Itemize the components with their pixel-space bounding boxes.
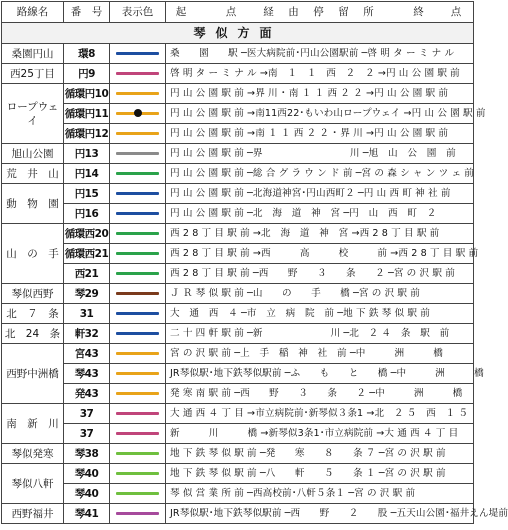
route-name: 旭山公園	[2, 144, 64, 164]
route-stops: 西 2 8 丁 目 駅 前 →北 海 道 神 宮 →西 2 8 丁 目 駅 前	[166, 224, 474, 244]
route-stops: 二 十 四 軒 駅 前 ─新 川 ─北 ２ ４ 条 駅 前	[166, 324, 474, 344]
route-name: 荒 井 山	[2, 164, 64, 184]
route-stops: 大 通 西 ４ ─市 立 病 院 前 ─地 下 鉄 琴 似 駅 前	[166, 304, 474, 324]
route-color-line	[116, 132, 159, 135]
table-row	[2, 204, 474, 224]
route-stops: Ｊ Ｒ 琴 似 駅 前 ─山 の 手 橋 ─宮 の 沢 駅 前	[166, 284, 474, 304]
route-color-line	[116, 52, 159, 55]
route-color-swatch	[110, 124, 166, 144]
route-number: 循環西21	[64, 244, 110, 264]
section-title: 琴似方面	[2, 23, 474, 44]
route-stops: 発 寒 南 駅 前 ─西 野 ３ 条 ２ ─中 洲 橋	[166, 384, 474, 404]
route-stops: 地 下 鉄 琴 似 駅 前 ─八 軒 ５ 条 １ ─宮 の 沢 駅 前	[166, 464, 474, 484]
table-row	[2, 384, 474, 404]
route-color-swatch	[110, 64, 166, 84]
route-number: 31	[64, 304, 110, 324]
route-color-line	[116, 152, 159, 155]
route-color-line	[116, 472, 159, 475]
route-number: 円14	[64, 164, 110, 184]
table-row	[2, 424, 474, 444]
route-number: 琴38	[64, 444, 110, 464]
route-color-swatch	[110, 244, 166, 264]
route-color-swatch	[110, 384, 166, 404]
table-row	[2, 364, 474, 384]
route-table	[1, 1, 508, 524]
route-stops: 円 山 公 園 駅 前 ─総 合 グ ラ ウ ン ド 前 ─宮 の 森 シ ャ ン ツ ェ 前	[166, 164, 474, 184]
route-color-swatch	[110, 444, 166, 464]
route-number: 軒32	[64, 324, 110, 344]
route-number: 循環円11	[64, 104, 110, 124]
route-stops: 円 山 公 園 駅 前 →南 １ １ 西 ２ ２ ･ 界 川 →円 山 公 園 駅 前	[166, 124, 474, 144]
route-name: 南 新 川	[2, 404, 64, 444]
route-color-swatch	[110, 104, 166, 124]
route-color-line	[116, 452, 159, 455]
route-name: 北 ７ 条	[2, 304, 64, 324]
route-number: 琴43	[64, 364, 110, 384]
route-color-swatch	[110, 144, 166, 164]
route-number: 37	[64, 404, 110, 424]
table-row	[2, 464, 474, 484]
route-name: 琴似八軒	[2, 464, 64, 504]
route-color-line	[116, 212, 159, 215]
route-color-line	[116, 492, 159, 495]
route-stops: 宮 の 沢 駅 前 ─上 手 稲 神 社 前 ─中 洲 橋	[166, 344, 474, 364]
route-stops: 啓 明 タ ー ミ ナ ル →南 １ １ 西 ２ ２ →円 山 公 園 駅 前	[166, 64, 474, 84]
route-stops: 地 下 鉄 琴 似 駅 前 ─発 寒 ８ 条 ７ ─宮 の 沢 駅 前	[166, 444, 474, 464]
table-row	[2, 344, 474, 364]
route-number: 円9	[64, 64, 110, 84]
route-name: 琴似西野	[2, 284, 64, 304]
route-color-line	[116, 192, 159, 195]
route-color-swatch	[110, 44, 166, 64]
table-row	[2, 244, 474, 264]
route-number: 37	[64, 424, 110, 444]
route-name: 琴似発寒	[2, 444, 64, 464]
table-row	[2, 104, 474, 124]
route-name: 西野福井	[2, 504, 64, 524]
table-row	[2, 124, 474, 144]
route-color-line	[116, 92, 159, 95]
table-row	[2, 284, 474, 304]
route-color-swatch	[110, 224, 166, 244]
header-description: 起 点 経 由 停 留 所 終 点	[166, 2, 474, 23]
route-stops: JR琴似駅･地下鉄琴似駅前 ─西 野 ２ 股 ─五天山公園･福井えん堤前	[166, 504, 474, 524]
route-number: 西21	[64, 264, 110, 284]
route-stops: 円 山 公 園 駅 前 →南11西22･もいわ山ロープウェイ →円 山 公 園 駅 前	[166, 104, 474, 124]
table-header	[2, 2, 474, 23]
route-number: 琴41	[64, 504, 110, 524]
route-number: 循環円10	[64, 84, 110, 104]
route-color-swatch	[110, 404, 166, 424]
table-row	[2, 324, 474, 344]
route-color-line	[116, 432, 159, 435]
route-stops: JR琴似駅･地下鉄琴似駅前 ─ふ も と 橋 ─中 洲 橋	[166, 364, 474, 384]
route-color-line	[116, 412, 159, 415]
route-color-line	[116, 172, 159, 175]
table-row	[2, 44, 474, 64]
route-number: 円13	[64, 144, 110, 164]
route-color-line	[116, 332, 159, 335]
route-stops: 西 2 8 丁 目 駅 前 →西 高 校 前 →西 2 8 丁 目 駅 前	[166, 244, 474, 264]
route-color-line	[116, 252, 159, 255]
route-color-swatch	[110, 204, 166, 224]
route-name: 山 の 手	[2, 224, 64, 284]
route-color-line	[116, 292, 159, 295]
route-color-swatch	[110, 264, 166, 284]
table-row	[2, 264, 474, 284]
route-stops: 円 山 公 園 駅 前 ─界 川 ─旭 山 公 園 前	[166, 144, 474, 164]
route-name: 西25丁目	[2, 64, 64, 84]
table-row	[2, 164, 474, 184]
table-row	[2, 184, 474, 204]
route-stops: 円 山 公 園 駅 前 →界 川 ･ 南 １ １ 西 ２ ２ →円 山 公 園 駅 前	[166, 84, 474, 104]
route-number: 循環西20	[64, 224, 110, 244]
route-stops: 円 山 公 園 駅 前 ─北海道神宮･円山西町２ ─円 山 西 町 神 社 前	[166, 184, 474, 204]
route-stops: 円 山 公 園 駅 前 ─北 海 道 神 宮 ─円 山 西 町 ２	[166, 204, 474, 224]
route-color-line	[116, 352, 159, 355]
table-row	[2, 404, 474, 424]
header-color: 表示色	[110, 2, 166, 23]
route-stops: 桑 園 駅 ─医大病院前･円山公園駅前 ─啓 明 タ ー ミ ナ ル	[166, 44, 474, 64]
route-number: 発43	[64, 384, 110, 404]
route-number: 円16	[64, 204, 110, 224]
route-color-swatch	[110, 84, 166, 104]
header-route: 路線名	[2, 2, 64, 23]
route-name: 北 24 条	[2, 324, 64, 344]
route-color-line	[116, 312, 159, 315]
table-row	[2, 504, 474, 524]
route-color-swatch	[110, 504, 166, 524]
route-name: 動 物 園	[2, 184, 64, 224]
route-color-line	[116, 272, 159, 275]
route-stops: 琴 似 営 業 所 前 ─西高校前･八軒５条１ ─宮 の 沢 駅 前	[166, 484, 474, 504]
route-stops: 西 2 8 丁 目 駅 前 ─西 野 ３ 条 ２ ─宮 の 沢 駅 前	[166, 264, 474, 284]
route-stops: 新 川 橋 →新琴似3条1･市立病院前 →大 通 西 ４ 丁 目	[166, 424, 474, 444]
route-color-swatch	[110, 464, 166, 484]
table-row	[2, 224, 474, 244]
route-number: 円15	[64, 184, 110, 204]
route-color-swatch	[110, 284, 166, 304]
route-color-line	[116, 372, 159, 375]
route-color-swatch	[110, 364, 166, 384]
route-color-swatch	[110, 304, 166, 324]
route-number: 環8	[64, 44, 110, 64]
route-color-swatch	[110, 424, 166, 444]
route-number: 琴29	[64, 284, 110, 304]
route-color-line	[116, 512, 159, 515]
route-stops: 大 通 西 ４ 丁 目 →市立病院前･新琴似３条1 →北 ２ ５ 西 １ ５	[166, 404, 474, 424]
route-name: ロープウェイ	[2, 84, 64, 144]
table-row	[2, 144, 474, 164]
section-row	[2, 23, 474, 44]
header-number: 番 号	[64, 2, 110, 23]
table-body	[2, 23, 508, 524]
route-color-swatch	[110, 324, 166, 344]
table-row	[2, 484, 474, 504]
route-color-line	[116, 72, 159, 75]
route-name: 桑園円山	[2, 44, 64, 64]
route-color-line	[116, 392, 159, 395]
route-number: 琴40	[64, 484, 110, 504]
route-number: 宮43	[64, 344, 110, 364]
route-name: 西野中洲橋	[2, 344, 64, 404]
route-color-swatch	[110, 164, 166, 184]
route-color-swatch	[110, 184, 166, 204]
route-number: 循環円12	[64, 124, 110, 144]
table-row	[2, 64, 474, 84]
table-row	[2, 444, 474, 464]
route-color-swatch	[110, 484, 166, 504]
route-color-line	[116, 232, 159, 235]
ropeway-dot-icon	[134, 109, 142, 117]
table-row	[2, 304, 474, 324]
route-color-swatch	[110, 344, 166, 364]
route-number: 琴40	[64, 464, 110, 484]
table-row	[2, 84, 474, 104]
